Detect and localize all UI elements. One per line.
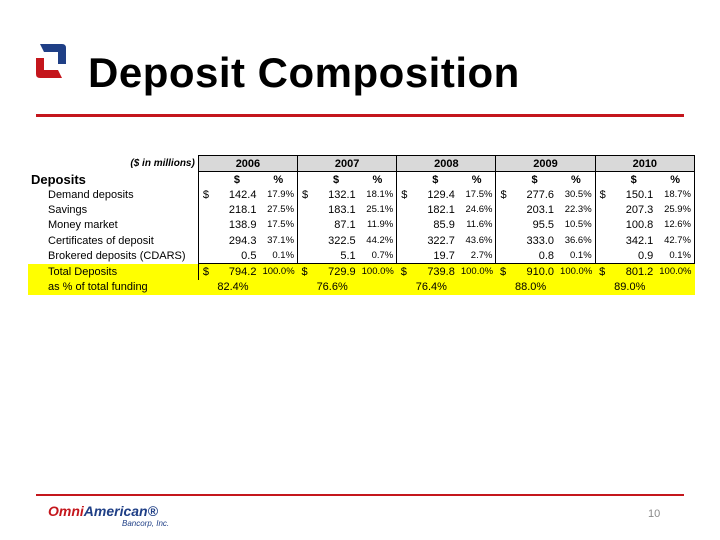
percent-cell: 11.9% xyxy=(359,218,397,233)
year-header-row xyxy=(28,156,695,172)
row-label: Savings xyxy=(48,204,88,217)
amount-cell: 19.7 xyxy=(413,248,458,264)
spacer-cell xyxy=(198,172,214,188)
percent-column-header: % xyxy=(259,172,297,188)
year-header: 2006 xyxy=(198,156,297,172)
spacer-cell xyxy=(298,203,314,218)
spacer-cell xyxy=(496,203,512,218)
total-amount-cell: 801.2 xyxy=(611,264,656,280)
spacer-cell xyxy=(496,248,512,264)
spacer-cell xyxy=(298,248,314,264)
dollar-column-header: $ xyxy=(630,173,637,186)
column-header-row xyxy=(28,172,695,188)
percent-column-header: % xyxy=(557,172,595,188)
amount-cell: 85.9 xyxy=(433,219,455,232)
dollar-column-header: $ xyxy=(432,173,439,186)
row-label: Money market xyxy=(48,219,118,232)
percent-cell: 36.6% xyxy=(557,233,595,248)
percent-cell: 0.1% xyxy=(259,248,297,264)
percent-cell: 11.6% xyxy=(458,218,496,233)
percent-cell: 44.2% xyxy=(359,233,397,248)
amount-cell: 100.8 xyxy=(625,219,654,232)
amount-cell: 95.5 xyxy=(532,219,555,232)
amount-cell: 0.9 xyxy=(611,248,656,264)
dollar-column-header: $ xyxy=(531,173,538,186)
spacer-cell xyxy=(359,280,397,295)
currency-symbol: $ xyxy=(500,188,507,201)
section-label: Deposits xyxy=(31,171,86,187)
year-header: 2007 xyxy=(298,156,397,172)
percent-cell: 0.1% xyxy=(557,248,595,264)
amount-cell: 322.7 xyxy=(427,234,455,247)
spacer-cell xyxy=(496,280,512,295)
amount-cell: 129.4 xyxy=(427,188,455,201)
total-percent-cell: 100.0% xyxy=(259,264,297,280)
amount-cell: 132.1 xyxy=(328,188,356,201)
row-label: Certificates of deposit xyxy=(48,234,154,247)
brand-subtitle: Bancorp, Inc. xyxy=(122,519,170,528)
deposit-composition-table xyxy=(28,155,695,295)
spacer-cell xyxy=(298,172,314,188)
total-row xyxy=(28,264,695,280)
amount-cell: 218.1 xyxy=(228,204,257,217)
amount-cell: 142.4 xyxy=(228,188,257,201)
spacer-cell xyxy=(595,248,611,264)
spacer-cell xyxy=(198,233,214,248)
spacer-cell xyxy=(595,172,611,188)
year-header: 2009 xyxy=(496,156,595,172)
funding-row xyxy=(28,280,695,295)
spacer-cell xyxy=(198,280,214,295)
funding-percent-cell: 88.0% xyxy=(512,280,557,295)
currency-symbol: $ xyxy=(198,264,214,280)
spacer-cell xyxy=(198,203,214,218)
amount-cell: 294.3 xyxy=(228,234,257,247)
year-header: 2010 xyxy=(595,156,694,172)
total-amount-cell: 794.2 xyxy=(214,264,259,280)
percent-cell: 25.1% xyxy=(359,203,397,218)
percent-cell: 10.5% xyxy=(557,218,595,233)
percent-cell: 18.7% xyxy=(656,187,694,202)
dollar-column-header: $ xyxy=(333,173,340,186)
brand-name xyxy=(48,503,158,519)
spacer-cell xyxy=(496,218,512,233)
amount-cell: 203.1 xyxy=(526,204,555,217)
funding-percent-cell: 89.0% xyxy=(611,280,656,295)
spacer-cell xyxy=(595,218,611,233)
amount-cell: 333.0 xyxy=(526,234,555,247)
total-percent-cell: 100.0% xyxy=(359,264,397,280)
amount-cell: 182.1 xyxy=(427,204,455,217)
row-label: Brokered deposits (CDARS) xyxy=(48,249,186,262)
percent-cell: 30.5% xyxy=(557,187,595,202)
percent-cell: 22.3% xyxy=(557,203,595,218)
amount-cell: 183.1 xyxy=(328,204,356,217)
page-number: 10 xyxy=(648,508,661,520)
spacer-cell xyxy=(397,233,413,248)
title-divider xyxy=(36,114,684,117)
amount-cell: 342.1 xyxy=(625,234,654,247)
total-amount-cell: 910.0 xyxy=(512,264,557,280)
spacer-cell xyxy=(397,248,413,264)
spacer-cell xyxy=(397,203,413,218)
brand-name-part1: Omni xyxy=(48,503,84,519)
table-row xyxy=(28,203,695,218)
total-percent-cell: 100.0% xyxy=(458,264,496,280)
percent-cell: 24.6% xyxy=(458,203,496,218)
year-header: 2008 xyxy=(397,156,496,172)
spacer-cell xyxy=(496,233,512,248)
spacer-cell xyxy=(595,233,611,248)
amount-cell: 277.6 xyxy=(526,188,555,201)
registered-mark: ® xyxy=(147,503,158,519)
total-label: Total Deposits xyxy=(28,264,198,280)
spacer-cell xyxy=(259,280,297,295)
funding-percent-cell: 82.4% xyxy=(214,280,259,295)
percent-cell: 42.7% xyxy=(656,233,694,248)
spacer-cell xyxy=(298,233,314,248)
amount-cell: 322.5 xyxy=(328,234,356,247)
spacer-cell xyxy=(397,172,413,188)
percent-cell: 43.6% xyxy=(458,233,496,248)
funding-percent-cell: 76.6% xyxy=(314,280,359,295)
spacer-cell xyxy=(656,280,694,295)
currency-symbol: $ xyxy=(496,264,512,280)
table-row xyxy=(28,187,695,202)
percent-cell: 0.1% xyxy=(656,248,694,264)
footer-brand-logo xyxy=(48,503,218,533)
spacer-cell xyxy=(557,280,595,295)
spacer-cell xyxy=(298,218,314,233)
currency-symbol: $ xyxy=(298,264,314,280)
percent-cell: 18.1% xyxy=(359,187,397,202)
spacer-cell xyxy=(397,218,413,233)
dollar-column-header: $ xyxy=(233,173,240,186)
spacer-cell xyxy=(298,280,314,295)
currency-symbol: $ xyxy=(198,187,214,202)
table-row xyxy=(28,233,695,248)
total-amount-cell: 739.8 xyxy=(413,264,458,280)
percent-cell: 37.1% xyxy=(259,233,297,248)
currency-symbol: $ xyxy=(401,188,408,201)
total-amount-cell: 729.9 xyxy=(314,264,359,280)
amount-cell: 87.1 xyxy=(334,219,356,232)
units-note: ($ in millions) xyxy=(130,157,195,169)
company-logo-icon xyxy=(34,42,68,80)
spacer-cell xyxy=(496,172,512,188)
percent-cell: 12.6% xyxy=(656,218,694,233)
currency-symbol: $ xyxy=(595,264,611,280)
currency-symbol: $ xyxy=(302,188,309,201)
percent-column-header: % xyxy=(656,172,694,188)
spacer-cell xyxy=(595,203,611,218)
total-percent-cell: 100.0% xyxy=(557,264,595,280)
spacer-cell xyxy=(595,280,611,295)
amount-cell: 207.3 xyxy=(625,204,654,217)
footer-divider xyxy=(36,494,684,496)
row-label: Demand deposits xyxy=(48,188,134,201)
amount-cell: 0.8 xyxy=(512,248,557,264)
funding-percent-cell: 76.4% xyxy=(413,280,458,295)
percent-cell: 25.9% xyxy=(656,203,694,218)
amount-cell: 0.5 xyxy=(214,248,259,264)
amount-cell: 150.1 xyxy=(625,188,654,201)
currency-symbol: $ xyxy=(397,264,413,280)
page-title: Deposit Composition xyxy=(88,49,520,96)
table-row xyxy=(28,218,695,233)
percent-cell: 27.5% xyxy=(259,203,297,218)
funding-label: as % of total funding xyxy=(28,280,198,295)
spacer-cell xyxy=(397,280,413,295)
percent-cell: 0.7% xyxy=(359,248,397,264)
percent-cell: 2.7% xyxy=(458,248,496,264)
amount-cell: 138.9 xyxy=(228,219,257,232)
percent-column-header: % xyxy=(458,172,496,188)
total-percent-cell: 100.0% xyxy=(656,264,694,280)
percent-cell: 17.9% xyxy=(259,187,297,202)
percent-cell: 17.5% xyxy=(458,187,496,202)
spacer-cell xyxy=(198,248,214,264)
spacer-cell xyxy=(198,218,214,233)
brand-name-part2: American xyxy=(83,503,148,519)
table-row xyxy=(28,248,695,264)
percent-cell: 17.5% xyxy=(259,218,297,233)
currency-symbol: $ xyxy=(599,188,606,201)
percent-column-header: % xyxy=(359,172,397,188)
amount-cell: 5.1 xyxy=(314,248,359,264)
spacer-cell xyxy=(458,280,496,295)
